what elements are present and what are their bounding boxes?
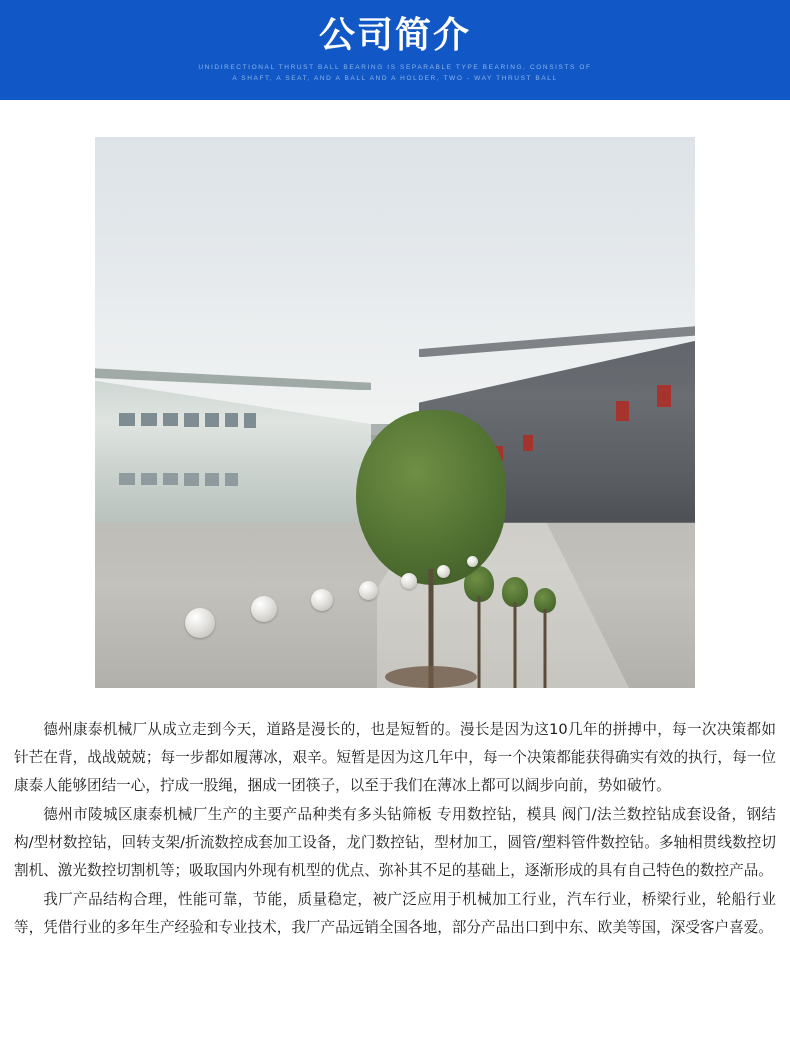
- intro-paragraph-3: 我厂产品结构合理，性能可靠，节能，质量稳定，被广泛应用于机械加工行业，汽车行业，桥梁行业，轮船行业等，凭借行业的多年生产经验和专业技术，我厂产品远销全国各地，部分产品出口到中东、欧美等国，深受客户喜爱。: [14, 891, 776, 936]
- photo-stone-ball: [311, 589, 333, 611]
- photo-wall-sign-2: [616, 401, 629, 421]
- intro-paragraph-1: 德州康泰机械厂从成立走到今天，道路是漫长的，也是短暂的。漫长是因为这10几年的拼搏中，每一次决策都如针芒在背，战战兢兢；每一步都如履薄冰，艰辛。短暂是因为这几年中，每一个决策都能获得确实有效的执行，每一位康泰人能够团结一心，拧成一股绳，捆成一团筷子，以至于我们在薄冰上都可以阔步向前，势如破竹。: [14, 721, 776, 794]
- photo-stone-ball: [401, 573, 417, 589]
- photo-wall-sign-1: [657, 385, 671, 407]
- company-intro-text: [14, 716, 776, 942]
- photo-stone-ball: [251, 596, 277, 622]
- photo-stone-ball: [467, 556, 478, 567]
- banner-subtitle: [198, 62, 591, 84]
- page-title: 公司简介: [318, 14, 471, 55]
- header-banner: [0, 0, 790, 100]
- factory-photo: [95, 137, 695, 688]
- intro-paragraph-2: 德州市陵城区康泰机械厂生产的主要产品种类有多头钻筛板 专用数控钻，模具 阀门/法兰数控钻成套设备，钢结构/型材数控钻，回转支架/折流数控成套加工设备，龙门数控钻，型材加工，圆管/塑料管件数控钻。多轴相贯线数控切割机、激光数控切割机等；吸取国内外现有机型的优点、弥补其不足的基础上，逐渐形成的具有自己特色的数控产品。: [14, 806, 776, 879]
- photo-stone-ball: [359, 581, 378, 600]
- photo-container: [0, 100, 790, 688]
- photo-left-building-windows-lower: [119, 473, 238, 486]
- banner-subtitle-line-1: UNIDIRECTIONAL THRUST BALL BEARING IS SEPARABLE TYPE BEARING. CONSISTS OF: [198, 64, 592, 71]
- photo-stone-ball: [437, 565, 450, 578]
- photo-wall-sign-3: [523, 435, 533, 451]
- photo-left-building-windows-upper: [119, 413, 256, 428]
- banner-subtitle-line-2: A SHAFT, A SEAT, AND A BALL AND A HOLDER, TWO - WAY THRUST BALL: [232, 75, 558, 82]
